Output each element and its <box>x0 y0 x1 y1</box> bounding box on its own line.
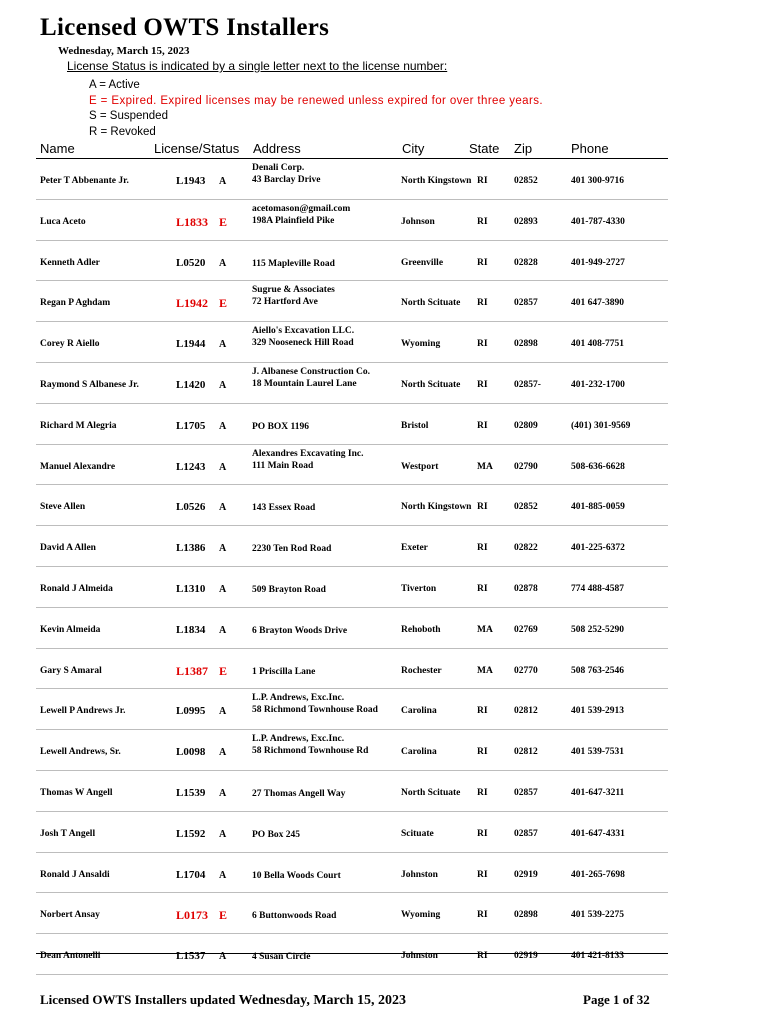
license-number: L1420 <box>176 378 206 391</box>
license-status: A <box>219 869 227 881</box>
installer-name: Ronald J Ansaldi <box>40 869 110 880</box>
installer-phone: 401 539-7531 <box>571 747 625 758</box>
license-status: A <box>219 379 227 391</box>
license-status: A <box>219 502 227 514</box>
installer-city: Wyoming <box>401 339 441 350</box>
table-row <box>36 281 668 322</box>
table-row <box>36 404 668 445</box>
installer-address <box>252 284 335 308</box>
installer-zip: 02828 <box>514 257 538 268</box>
license-status: E <box>219 908 228 923</box>
installer-name: Gary S Amaral <box>40 665 102 676</box>
license-number: L1537 <box>176 950 206 963</box>
license-status: A <box>219 951 227 963</box>
installer-state: RI <box>477 298 488 309</box>
address-line: 6 Brayton Woods Drive <box>252 625 348 636</box>
installer-address <box>252 788 345 800</box>
license-number: L0995 <box>176 705 206 718</box>
installer-phone: 401 647-3890 <box>571 298 625 309</box>
installer-phone: 401-885-0059 <box>571 502 625 513</box>
installer-state: MA <box>477 461 493 472</box>
address-line: 58 Richmond Townhouse Road <box>252 705 378 716</box>
table-row <box>36 526 668 567</box>
installer-city: North Kingstown <box>401 176 472 186</box>
installer-address <box>252 733 368 757</box>
installer-phone: 508-636-6628 <box>571 461 625 472</box>
installer-city: Rochester <box>401 665 442 676</box>
installer-zip: 02852 <box>514 502 538 513</box>
installer-zip: 02857 <box>514 787 538 798</box>
installer-name: Raymond S Albanese Jr. <box>40 379 139 390</box>
installer-name: Kevin Almeida <box>40 624 101 635</box>
installer-state: MA <box>477 624 493 635</box>
status-legend <box>89 78 543 140</box>
table-row <box>36 485 668 526</box>
address-line: 115 Mapleville Road <box>252 258 335 269</box>
table-row <box>36 200 668 241</box>
footer-date: Wednesday, March 15, 2023 <box>238 993 407 1008</box>
address-line: 2230 Ten Rod Road <box>252 544 332 555</box>
table-row <box>36 689 668 730</box>
installer-zip: 02857 <box>514 298 538 309</box>
address-line: 43 Barclay Drive <box>252 175 321 185</box>
table-row <box>36 934 668 975</box>
document-date: Wednesday, March 15, 2023 <box>58 45 190 57</box>
legend-revoked: R = Revoked <box>89 125 156 138</box>
address-line: 18 Mountain Laurel Lane <box>252 378 357 389</box>
column-header-state: State <box>469 141 500 156</box>
installer-zip: 02812 <box>514 747 538 758</box>
installer-phone: 401 300-9716 <box>571 176 625 186</box>
installer-phone: 401-787-4330 <box>571 216 625 227</box>
installer-phone: 401-225-6372 <box>571 543 625 554</box>
license-number: L1833 <box>176 214 209 229</box>
license-status: A <box>219 257 227 269</box>
installer-city: Carolina <box>401 747 437 758</box>
table-row <box>36 159 668 200</box>
installer-city: Johnston <box>401 869 438 880</box>
address-line: 4 Susan Circle <box>252 952 311 963</box>
installer-city: North Scituate <box>401 379 461 390</box>
table-row <box>36 322 668 363</box>
installer-name: Regan P Aghdam <box>40 298 111 309</box>
installer-address <box>252 258 335 270</box>
installer-state: RI <box>477 543 488 554</box>
installer-zip: 02857- <box>514 379 541 390</box>
license-number: L1834 <box>176 623 206 636</box>
license-number: L1705 <box>176 419 206 432</box>
installer-address <box>252 910 336 922</box>
installer-phone: 401-265-7698 <box>571 869 625 880</box>
footer-text <box>40 992 406 1009</box>
license-status: E <box>219 214 228 229</box>
license-number: L1592 <box>176 827 206 840</box>
installer-phone: 401-647-3211 <box>571 787 625 798</box>
installer-address <box>252 502 315 514</box>
address-line: J. Albanese Construction Co. <box>252 366 370 377</box>
address-line: 509 Brayton Road <box>252 584 326 595</box>
installer-name: Norbert Ansay <box>40 910 100 921</box>
license-status: E <box>219 296 228 311</box>
address-line: 72 Hartford Ave <box>252 297 318 308</box>
installer-name: Manuel Alexandre <box>40 461 116 472</box>
installer-city: Johnston <box>401 951 438 962</box>
footer-label: Licensed OWTS Installers updated <box>40 992 236 1007</box>
installer-name: Lewell Andrews, Sr. <box>40 747 121 758</box>
installer-state: RI <box>477 706 488 717</box>
column-header-phone: Phone <box>571 141 609 156</box>
installer-address <box>252 203 350 227</box>
license-number: L0526 <box>176 501 206 514</box>
address-line: PO Box 245 <box>252 829 301 840</box>
installer-name: Peter T Abbenante Jr. <box>40 176 129 186</box>
column-header-city: City <box>402 141 425 156</box>
legend-active: A = Active <box>89 79 140 91</box>
table-row <box>36 853 668 894</box>
installer-table <box>36 159 668 975</box>
installer-state: RI <box>477 828 488 839</box>
installer-phone: 774 488-4587 <box>571 583 625 594</box>
license-status: A <box>219 624 227 636</box>
license-number: L1943 <box>176 175 206 187</box>
column-header-address: Address <box>253 141 301 156</box>
license-status: A <box>219 583 227 595</box>
installer-zip: 02898 <box>514 910 538 921</box>
installer-phone: 401 539-2275 <box>571 910 625 921</box>
table-row <box>36 649 668 690</box>
table-row <box>36 567 668 608</box>
license-status: A <box>219 706 227 718</box>
installer-zip: 02769 <box>514 624 538 635</box>
installer-name: Kenneth Adler <box>40 257 100 268</box>
installer-phone: 401-949-2727 <box>571 257 625 268</box>
table-bottom-divider <box>36 953 668 954</box>
installer-zip: 02822 <box>514 543 538 554</box>
license-status: A <box>219 828 227 840</box>
table-row <box>36 771 668 812</box>
address-line: Alexandres Excavating Inc. <box>252 448 364 459</box>
document-title: Licensed OWTS Installers <box>40 14 330 41</box>
installer-city: Wyoming <box>401 910 441 921</box>
installer-state: RI <box>477 583 488 594</box>
address-line: Sugrue & Associates <box>252 285 335 296</box>
installer-zip: 02919 <box>514 951 538 962</box>
installer-state: RI <box>477 910 488 921</box>
license-number: L0173 <box>176 908 209 923</box>
installer-phone: 401-647-4331 <box>571 828 625 839</box>
installer-zip: 02812 <box>514 706 538 717</box>
license-status: A <box>219 787 227 799</box>
license-status: E <box>219 663 228 678</box>
installer-city: Johnson <box>401 216 435 227</box>
installer-phone: 508 763-2546 <box>571 665 625 676</box>
table-row <box>36 445 668 486</box>
installer-city: Bristol <box>401 420 429 431</box>
installer-state: RI <box>477 379 488 390</box>
address-line: acetomason@gmail.com <box>252 203 351 214</box>
installer-name: David A Allen <box>40 543 96 554</box>
address-line: Denali Corp. <box>252 163 305 173</box>
installer-zip: 02790 <box>514 461 538 472</box>
legend-expired: E = Expired. Expired licenses may be renewed unless expired for over three years. <box>89 94 543 107</box>
installer-state: RI <box>477 176 488 186</box>
installer-name: Steve Allen <box>40 502 86 513</box>
installer-state: RI <box>477 869 488 880</box>
column-header-license-status: License/Status <box>154 141 240 156</box>
installer-state: RI <box>477 257 488 268</box>
installer-city: Westport <box>401 461 439 472</box>
installer-address <box>252 448 363 472</box>
installer-name: Ronald J Almeida <box>40 583 113 594</box>
installer-phone: 508 252-5290 <box>571 624 625 635</box>
license-number: L1387 <box>176 663 209 678</box>
address-line: L.P. Andrews, Exc.Inc. <box>252 734 345 745</box>
installer-name: Lewell P Andrews Jr. <box>40 706 126 717</box>
installer-address <box>252 666 315 678</box>
installer-address <box>252 584 326 596</box>
installer-address <box>252 421 309 433</box>
license-status: A <box>219 747 227 759</box>
installer-phone: 401 421-8133 <box>571 951 625 962</box>
license-number: L1310 <box>176 582 206 595</box>
address-line: 143 Essex Road <box>252 503 316 514</box>
installer-address <box>252 366 370 390</box>
installer-city: Exeter <box>401 543 428 554</box>
installer-address <box>252 625 347 637</box>
table-row <box>36 608 668 649</box>
installer-phone: 401 408-7751 <box>571 339 625 350</box>
installer-state: RI <box>477 216 488 227</box>
address-line: 27 Thomas Angell Way <box>252 788 346 799</box>
status-note: License Status is indicated by a single letter next to the license number: <box>67 59 448 73</box>
installer-address <box>252 325 354 349</box>
installer-address <box>252 870 341 882</box>
license-number: L1944 <box>176 338 206 351</box>
installer-state: MA <box>477 665 493 676</box>
license-number: L0098 <box>176 746 206 759</box>
installer-zip: 02809 <box>514 420 538 431</box>
installer-name: Josh T Angell <box>40 828 96 839</box>
installer-zip: 02852 <box>514 176 538 186</box>
address-line: 1 Priscilla Lane <box>252 666 316 677</box>
column-header-zip: Zip <box>514 141 533 156</box>
address-line: 111 Main Road <box>252 460 314 471</box>
license-status: A <box>219 176 227 187</box>
license-number: L1704 <box>176 868 206 881</box>
table-row <box>36 812 668 853</box>
license-status: A <box>219 420 227 432</box>
installer-city: North Scituate <box>401 298 461 309</box>
installer-zip: 02770 <box>514 665 538 676</box>
installer-name: Dean Antonelli <box>40 951 101 962</box>
legend-suspended: S = Suspended <box>89 110 168 122</box>
table-row <box>36 241 668 282</box>
installer-zip: 02919 <box>514 869 538 880</box>
address-line: PO BOX 1196 <box>252 421 310 432</box>
table-row <box>36 893 668 934</box>
installer-city: Greenville <box>401 257 444 268</box>
installer-zip: 02898 <box>514 339 538 350</box>
license-number: L1243 <box>176 460 206 473</box>
installer-zip: 02878 <box>514 583 538 594</box>
address-line: 6 Buttonwoods Road <box>252 911 337 922</box>
installer-phone: 401-232-1700 <box>571 379 625 390</box>
installer-state: RI <box>477 747 488 758</box>
address-line: 329 Nooseneck Hill Road <box>252 338 354 349</box>
installer-phone: 401 539-2913 <box>571 706 625 717</box>
address-line: L.P. Andrews, Exc.Inc. <box>252 693 345 704</box>
installer-name: Thomas W Angell <box>40 787 113 798</box>
installer-phone: (401) 301-9569 <box>571 420 631 431</box>
installer-state: RI <box>477 502 488 513</box>
license-number: L1942 <box>176 296 209 311</box>
installer-name: Corey R Aiello <box>40 339 100 350</box>
column-header-name: Name <box>40 141 75 156</box>
license-status: A <box>219 461 227 473</box>
installer-city: Tiverton <box>401 583 437 594</box>
license-number: L0520 <box>176 256 206 269</box>
installer-name: Richard M Alegria <box>40 420 117 431</box>
address-line: 198A Plainfield Pike <box>252 215 335 226</box>
installer-city: Carolina <box>401 706 437 717</box>
installer-city: Scituate <box>401 828 434 839</box>
address-line: 10 Bella Woods Court <box>252 870 341 881</box>
installer-city: North Kingstown <box>401 502 472 513</box>
installer-state: RI <box>477 951 488 962</box>
installer-city: Rehoboth <box>401 624 441 635</box>
license-number: L1386 <box>176 542 206 555</box>
installer-state: RI <box>477 339 488 350</box>
address-line: Aiello's Excavation LLC. <box>252 326 355 337</box>
installer-address <box>252 829 300 841</box>
installer-address <box>252 692 378 716</box>
installer-state: RI <box>477 787 488 798</box>
address-line: 58 Richmond Townhouse Rd <box>252 746 369 757</box>
installer-name: Luca Aceto <box>40 216 86 227</box>
installer-state: RI <box>477 420 488 431</box>
installer-city: North Scituate <box>401 787 461 798</box>
license-number: L1539 <box>176 786 206 799</box>
license-status: A <box>219 339 227 351</box>
installer-address <box>252 543 331 555</box>
installer-zip: 02893 <box>514 216 538 227</box>
table-row <box>36 363 668 404</box>
license-status: A <box>219 543 227 555</box>
table-row <box>36 730 668 771</box>
page-number: Page 1 of 32 <box>583 992 650 1007</box>
installer-zip: 02857 <box>514 828 538 839</box>
installer-address <box>252 162 320 186</box>
